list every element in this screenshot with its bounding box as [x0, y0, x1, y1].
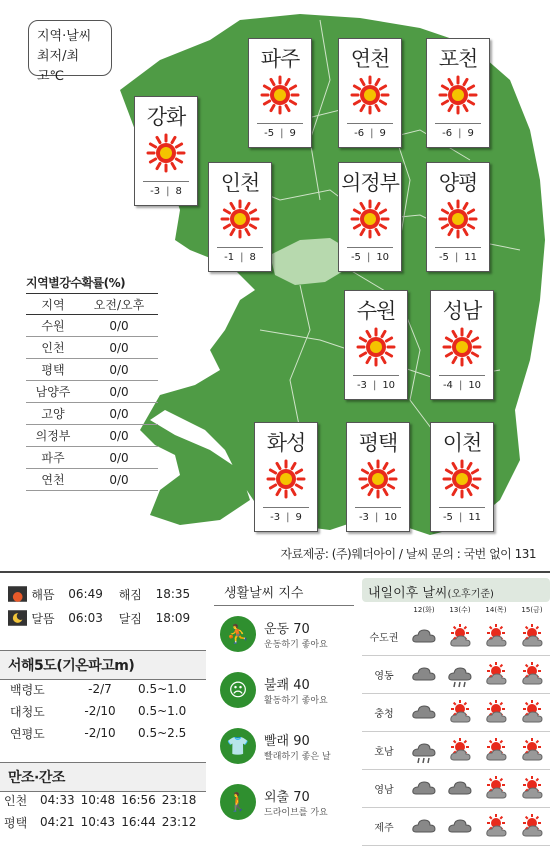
temp-low: -6 — [442, 128, 453, 139]
life-index-item — [214, 718, 354, 774]
forecast-days — [362, 602, 550, 618]
forecast-title — [362, 578, 550, 602]
city-temps — [347, 123, 393, 143]
city-name: 평택 — [358, 431, 398, 455]
section-divider — [0, 571, 550, 573]
city-card-yeoncheon — [338, 38, 402, 148]
rain-row — [26, 315, 158, 337]
temp-high: 10 — [468, 380, 482, 391]
sunny-icon — [350, 199, 390, 239]
temp-high: 10 — [384, 512, 398, 523]
rain-region: 고양 — [41, 407, 65, 421]
sunny-icon — [438, 75, 478, 115]
forecast-region: 호남 — [374, 747, 394, 758]
rain-region: 수원 — [41, 319, 65, 333]
city-temps — [353, 375, 399, 395]
temp-low: -5 — [438, 252, 449, 263]
sunny-icon — [356, 327, 396, 367]
sunny-icon — [266, 459, 306, 499]
partly-cloudy-icon — [482, 814, 510, 840]
forecast-title-text: 내일이후 날씨 — [368, 586, 448, 601]
temp-separator: | — [166, 186, 170, 197]
rain-region: 연천 — [41, 473, 65, 487]
partly-cloudy-icon — [518, 624, 546, 650]
cloudy-icon — [410, 776, 438, 802]
tide-place: 인천 — [4, 793, 28, 808]
temp-separator: | — [240, 252, 244, 263]
temp-high: 11 — [468, 512, 482, 523]
city-card-paju — [248, 38, 312, 148]
city-temps — [257, 123, 303, 143]
temp-separator: | — [458, 380, 463, 391]
forecast-cell — [406, 624, 442, 650]
forecast-note: (오후기준) — [447, 589, 494, 600]
forecast-row — [362, 808, 550, 846]
moonset-time: 18:09 — [155, 611, 191, 625]
city-card-ganghwa — [134, 96, 198, 206]
rain-value: 0/0 — [109, 472, 129, 487]
temp-high: 9 — [379, 128, 386, 139]
tide-time: 04:33 — [40, 793, 75, 807]
cloudy-icon — [410, 700, 438, 726]
wave-island: 백령도 — [10, 682, 45, 697]
city-card-pyeongtaek — [346, 422, 410, 532]
city-name: 강화 — [146, 105, 186, 129]
temp-separator: | — [454, 252, 459, 263]
partly-cloudy-icon — [482, 700, 510, 726]
tide-time: 10:48 — [80, 793, 116, 807]
rain-region: 남양주 — [35, 385, 71, 399]
tide-title: 만조·간조 — [0, 762, 206, 792]
temp-high: 8 — [249, 252, 256, 263]
temp-low: -5 — [264, 128, 275, 139]
forecast-day: 14(목) — [485, 606, 507, 614]
rain-row — [26, 337, 158, 359]
rain-icon — [410, 738, 438, 764]
forecast-cell — [514, 700, 550, 726]
temp-separator: | — [370, 128, 374, 139]
tide-place: 평택 — [4, 815, 28, 830]
rain-value: 0/0 — [109, 318, 129, 333]
partly-cloudy-icon — [482, 624, 510, 650]
city-name: 이천 — [442, 431, 482, 455]
rain-region: 파주 — [41, 451, 65, 465]
sunny-icon — [260, 75, 300, 115]
life-weather-index — [214, 578, 354, 830]
temp-low: -5 — [350, 252, 361, 263]
rain-value: 0/0 — [109, 428, 129, 443]
city-card-uijeongbu — [338, 162, 402, 272]
life-index-item — [214, 774, 354, 830]
sunrise-label: 해뜸 — [31, 587, 55, 602]
tide-time: 23:12 — [161, 815, 197, 829]
rain-region: 의정부 — [35, 429, 71, 443]
temp-low: -3 — [150, 186, 161, 197]
wave-temp: -2/10 — [84, 726, 116, 740]
city-name: 성남 — [442, 299, 482, 323]
forecast-cell — [442, 814, 478, 840]
rain-row — [26, 381, 158, 403]
sunrise-icon — [8, 586, 27, 602]
tide-time: 04:21 — [40, 815, 75, 829]
legend-line2: 최저/최고℃ — [37, 49, 80, 84]
forecast-region: 수도권 — [369, 633, 399, 644]
sunny-icon — [442, 459, 482, 499]
wave-height: 0.5~1.0 — [138, 682, 187, 696]
sunny-icon — [220, 199, 260, 239]
city-temps — [435, 123, 481, 143]
tide-row — [0, 811, 206, 833]
forecast-cell — [478, 624, 514, 650]
partly-cloudy-icon — [518, 776, 546, 802]
forecast-cell — [478, 814, 514, 840]
city-temps — [435, 247, 481, 267]
wave-row — [0, 722, 206, 744]
forecast-cell — [514, 624, 550, 650]
temp-high: 8 — [175, 186, 182, 197]
cloudy-icon — [410, 624, 438, 650]
city-name: 파주 — [260, 47, 300, 71]
temp-low: -3 — [356, 380, 367, 391]
wave-height: 0.5~2.5 — [138, 726, 187, 740]
rain-table-title: 지역별강수확률(%) — [26, 276, 126, 290]
map-legend — [28, 20, 112, 84]
temp-high: 10 — [376, 252, 390, 263]
forecast-cell — [478, 662, 514, 688]
partly-cloudy-icon — [446, 700, 474, 726]
sunny-icon — [146, 133, 186, 173]
moon-row — [0, 606, 206, 630]
wave-temp: -2/10 — [84, 704, 116, 718]
temp-low: -3 — [270, 512, 281, 523]
temp-high: 9 — [467, 128, 474, 139]
forecast-cell — [514, 662, 550, 688]
forecast-cell — [478, 738, 514, 764]
life-index-item — [214, 606, 354, 662]
forecast-cell — [406, 738, 442, 764]
city-name: 화성 — [266, 431, 306, 455]
sun-row — [0, 582, 206, 606]
rain-row — [26, 469, 158, 491]
wave-row — [0, 700, 206, 722]
temp-separator: | — [458, 128, 462, 139]
forecast-cell — [406, 814, 442, 840]
temp-high: 11 — [464, 252, 478, 263]
partly-cloudy-icon — [518, 814, 546, 840]
life-index-desc: 활동하기 좋아요 — [264, 696, 328, 706]
temp-separator: | — [286, 512, 290, 523]
forecast-cell — [442, 662, 478, 688]
cloudy-icon — [410, 662, 438, 688]
partly-cloudy-icon — [446, 624, 474, 650]
rain-value: 0/0 — [109, 450, 129, 465]
life-index-desc: 빨래하기 좋은 날 — [264, 752, 331, 762]
sunny-icon — [442, 327, 482, 367]
tide-table — [0, 789, 206, 833]
life-index-name: 외출 70 — [264, 790, 310, 805]
forecast-day: 15(금) — [521, 606, 543, 614]
rain-row — [26, 403, 158, 425]
forecast-cell — [442, 776, 478, 802]
temp-high: 9 — [295, 512, 302, 523]
temp-low: -5 — [442, 512, 453, 523]
sunny-icon — [358, 459, 398, 499]
forecast-region: 제주 — [374, 823, 394, 834]
rain-row — [26, 425, 158, 447]
forecast-cell — [442, 738, 478, 764]
city-name: 연천 — [350, 47, 390, 71]
exercise-icon: ⛹ — [220, 616, 256, 652]
life-index-desc: 드라이브를 가요 — [264, 808, 328, 818]
forecast-row — [362, 618, 550, 656]
laundry-icon: 👕 — [220, 728, 256, 764]
city-name: 수원 — [356, 299, 396, 323]
wave-height: 0.5~1.0 — [138, 704, 187, 718]
moonrise-icon — [8, 610, 27, 626]
cloudy-icon — [446, 776, 474, 802]
moonrise-time: 06:03 — [68, 611, 103, 625]
life-index-name: 불쾌 40 — [264, 678, 310, 693]
rain-icon — [446, 662, 474, 688]
discomfort-icon: ☹ — [220, 672, 256, 708]
temp-high: 9 — [289, 128, 296, 139]
forecast-row — [362, 770, 550, 808]
sunrise-time: 06:49 — [68, 587, 103, 601]
forecast-cell — [478, 776, 514, 802]
partly-cloudy-icon — [518, 738, 546, 764]
city-card-hwaseong — [254, 422, 318, 532]
wave-title: 서해5도(기온파고m) — [0, 650, 206, 680]
forecast-cell — [442, 624, 478, 650]
cloudy-icon — [410, 814, 438, 840]
data-source: 자료제공: (주)웨더아이 / 날씨 문의 : 국번 없이 131 — [280, 547, 536, 561]
city-card-yangpyeong — [426, 162, 490, 272]
city-name: 인천 — [220, 171, 260, 195]
temp-low: -4 — [442, 380, 453, 391]
tide-time: 16:44 — [121, 815, 156, 829]
temp-low: -6 — [354, 128, 365, 139]
rain-value: 0/0 — [109, 384, 129, 399]
wave-row — [0, 678, 206, 700]
partly-cloudy-icon — [482, 662, 510, 688]
life-index-item — [214, 662, 354, 718]
city-card-suwon — [344, 290, 408, 400]
rain-value: 0/0 — [109, 340, 129, 355]
temp-separator: | — [374, 512, 379, 523]
legend-line1: 지역·날씨 — [37, 29, 92, 44]
forecast-row — [362, 694, 550, 732]
city-name: 양평 — [438, 171, 478, 195]
forecast-day: 13(수) — [449, 606, 471, 614]
rain-table-header — [26, 293, 158, 315]
forecast-row — [362, 656, 550, 694]
cloudy-icon — [446, 814, 474, 840]
temp-separator: | — [372, 380, 377, 391]
rain-row — [26, 447, 158, 469]
city-card-pocheon — [426, 38, 490, 148]
city-temps — [143, 181, 189, 201]
rain-probability-table — [26, 274, 158, 491]
outing-icon: 🚶 — [220, 784, 256, 820]
forecast-region: 영동 — [374, 671, 394, 682]
tide-time: 10:43 — [80, 815, 116, 829]
partly-cloudy-icon — [482, 776, 510, 802]
city-temps — [439, 507, 485, 527]
city-temps — [347, 247, 393, 267]
temp-separator: | — [280, 128, 284, 139]
temp-low: -3 — [358, 512, 369, 523]
city-temps — [217, 247, 263, 267]
forecast-region: 영남 — [374, 785, 394, 796]
tide-row — [0, 789, 206, 811]
wave-island: 대청도 — [10, 704, 45, 719]
wave-table — [0, 678, 206, 744]
forecast-region: 충청 — [374, 709, 394, 720]
city-temps — [263, 507, 309, 527]
sunset-time: 18:35 — [155, 587, 191, 601]
rain-value: 0/0 — [109, 406, 129, 421]
city-name: 의정부 — [341, 171, 399, 195]
rain-row — [26, 359, 158, 381]
forecast-cell — [514, 776, 550, 802]
rain-value: 0/0 — [109, 362, 129, 377]
life-title: 생활날씨 지수 — [214, 578, 354, 606]
forecast-cell — [406, 776, 442, 802]
tide-time: 16:56 — [121, 793, 156, 807]
partly-cloudy-icon — [482, 738, 510, 764]
moonrise-label: 달뜸 — [31, 611, 55, 626]
partly-cloudy-icon — [518, 700, 546, 726]
temp-high: 10 — [382, 380, 396, 391]
rain-region: 인천 — [41, 341, 65, 355]
life-index-name: 운동 70 — [264, 622, 310, 637]
temp-separator: | — [366, 252, 371, 263]
life-index-desc: 운동하기 좋아요 — [264, 640, 328, 650]
sunset-label: 해짐 — [118, 587, 142, 602]
rain-region: 평택 — [41, 363, 65, 377]
life-index-name: 빨래 90 — [264, 734, 310, 749]
sunny-icon — [350, 75, 390, 115]
forecast-cell — [514, 814, 550, 840]
city-card-icheon — [430, 422, 494, 532]
city-name: 포천 — [438, 47, 478, 71]
city-card-seongnam — [430, 290, 494, 400]
header-region: 지역 — [41, 297, 65, 312]
forecast-cell — [406, 662, 442, 688]
forecast-cell — [442, 700, 478, 726]
sunny-icon — [438, 199, 478, 239]
temp-separator: | — [458, 512, 463, 523]
tide-time: 23:18 — [161, 793, 197, 807]
temp-low: -1 — [224, 252, 235, 263]
city-temps — [439, 375, 485, 395]
city-card-incheon — [208, 162, 272, 272]
moonset-label: 달짐 — [118, 611, 142, 626]
wave-island: 연평도 — [10, 726, 45, 741]
forecast-day: 12(화) — [413, 606, 435, 614]
header-ampm: 오전/오후 — [93, 297, 145, 312]
wave-temp: -2/7 — [88, 682, 112, 696]
partly-cloudy-icon — [518, 662, 546, 688]
forecast-cell — [478, 700, 514, 726]
city-temps — [355, 507, 401, 527]
sun-moon-times — [0, 582, 206, 630]
forecast-cell — [514, 738, 550, 764]
forecast-cell — [406, 700, 442, 726]
partly-cloudy-icon — [446, 738, 474, 764]
forecast-row — [362, 732, 550, 770]
forecast-panel — [362, 578, 550, 846]
